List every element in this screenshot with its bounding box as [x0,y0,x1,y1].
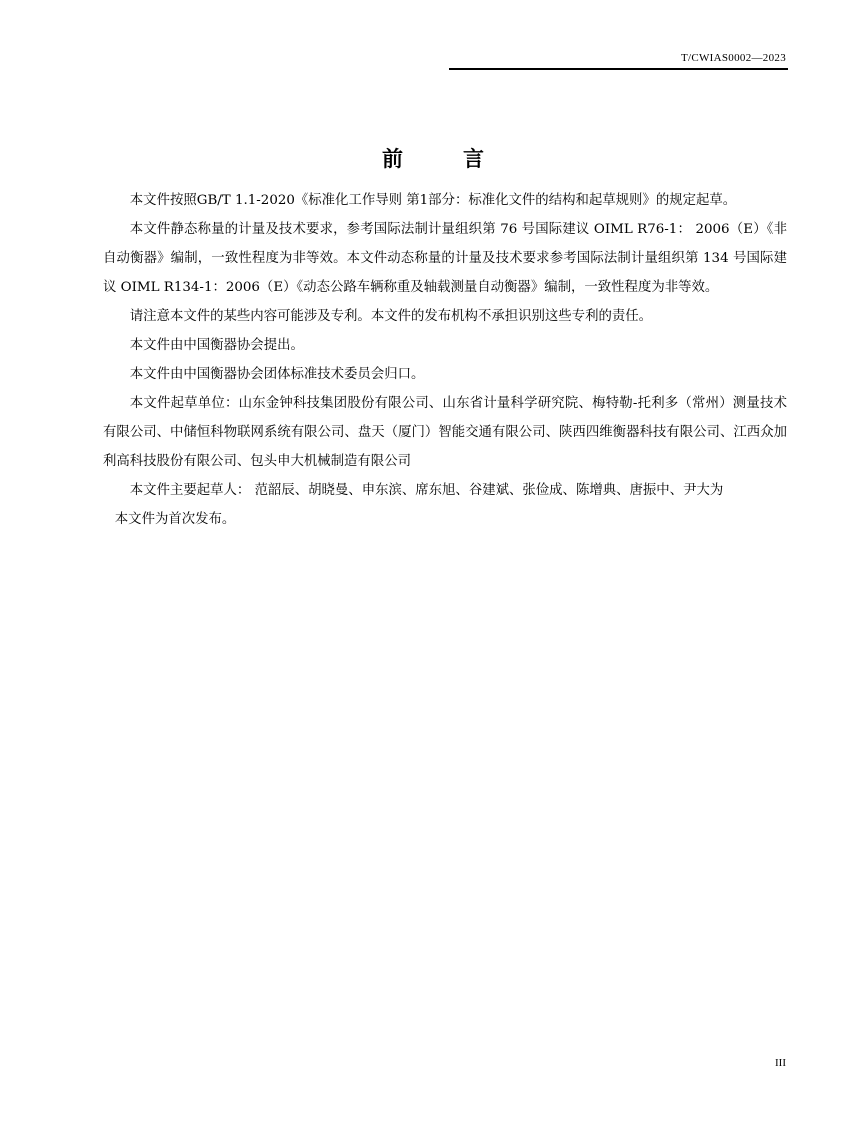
document-code: T/CWIAS0002—2023 [680,52,786,64]
paragraph-committee: 本文件由中国衡器协会团体标准技术委员会归口。 [129,367,425,382]
paragraph-drafters: 本文件主要起草人： 范韶辰、胡晓曼、申东滨、席东旭、谷建斌、张俭成、陈增典、唐振中、尹大为 [129,483,724,498]
header-divider [449,68,788,70]
page-title: 前言 [382,146,544,171]
paragraph-references: 本文件静态称量的计量及技术要求，参考国际法制计量组织第 76 号国际建议 OIML R76-1： 2006（E）《非自动衡器》编制，一致性程度为非等效。本文件动态称量的计量及技术要求参考国际法制计量组织第 134 号国际建议 OIML R134-1：2006（E）《动态公路车辆称重及轴载测量自动衡器》编制，一致性程度为非等效。 [103,222,787,295]
paragraph-patent-notice: 请注意本文件的某些内容可能涉及专利。本文件的发布机构不承担识别这些专利的责任。 [129,309,653,324]
paragraph-drafting-units: 本文件起草单位：山东金钟科技集团股份有限公司、山东省计量科学研究院、梅特勒-托利多（常州）测量技术有限公司、中储恒科物联网系统有限公司、盘天（厦门）智能交通有限公司、陕西四维衡器科技有限公司、江西众加利高科技股份有限公司、包头申大机械制造有限公司 [103,396,787,469]
paragraph-drafting-rules: 本文件按照GB/T 1.1-2020《标准化工作导则 第1部分：标准化文件的结构和起草规则》的规定起草。 [129,193,737,208]
page-number: III [775,1057,786,1069]
paragraph-proposer: 本文件由中国衡器协会提出。 [129,338,304,353]
foreword-body [103,186,787,534]
paragraph-first-release: 本文件为首次发布。 [114,512,236,527]
